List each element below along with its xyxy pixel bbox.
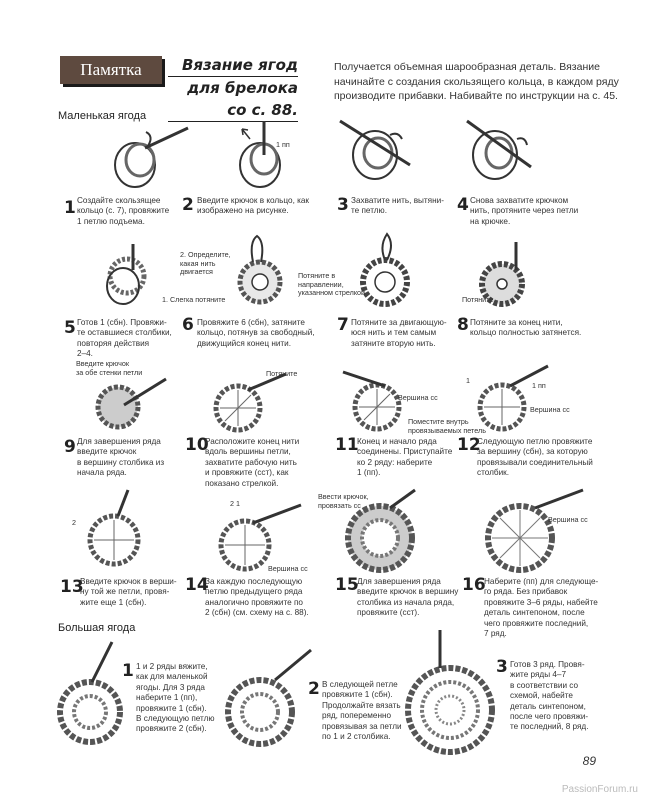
note-step12-a: 1 (466, 376, 470, 385)
step-13-text: Введите крючок в верши- ну той же петли, провя- жите еще 1 (сбн). (80, 577, 177, 607)
intro-text: Получается объемная шарообразная деталь. Вязание начинайте с создания скользящего кольца, в каждом ряду производите прибавки. Набивайте по инструкции на с. 45. (334, 61, 619, 102)
note-step6-define: 2. Определите, какая нить двигается (180, 250, 231, 277)
large-step-2-text: В следующей петле провяжите 1 (сбн). Продолжайте вязать ряд, попеременно провязывая за петли по 1 и 2 столбика. (322, 680, 402, 742)
step-12-text: Следующую петлю провяжите за вершину (сбн), за которую провязывали соединительный столбик. (477, 437, 593, 478)
section-large-berry: Большая ягода (58, 622, 136, 634)
step-6-number: 6 (182, 315, 194, 335)
step-4-text: Снова захватите крючком нить, протяните через петли на крючке. (470, 196, 579, 226)
step-8-number: 8 (457, 315, 469, 335)
step-9-text: Для завершения ряда введите крючок в вершину столбика из начала ряда. (77, 437, 165, 478)
step-13-illustration (72, 488, 162, 573)
title-line-2: для брелока со с. 88. (168, 77, 298, 122)
section-small-berry: Маленькая ягода (58, 110, 147, 122)
large-step-2-illustration (215, 640, 315, 750)
step-3-text: Захватите нить, вытяни- те петлю. (351, 196, 444, 216)
note-step13: 2 (72, 518, 76, 527)
step-13-number: 13 (60, 577, 84, 597)
step-12-number: 12 (457, 435, 481, 455)
step-3-number: 3 (337, 195, 349, 215)
note-step16: Вершина сс (548, 515, 588, 524)
step-10-text: Расположите конец нити вдоль вершины петли, захватите рабочую нить и провяжите (сст), как показано стрелкой. (205, 437, 300, 488)
step-15-number: 15 (335, 575, 359, 595)
step-4-number: 4 (457, 195, 469, 215)
step-5-number: 5 (64, 318, 76, 338)
step-14-illustration (205, 495, 305, 575)
title-line-1: Вязание ягод (168, 54, 298, 77)
step-9-illustration (88, 375, 168, 435)
large-step-3-illustration (400, 628, 500, 758)
step-2-text: Введите крючок в кольцо, как изображено на рисунке. (197, 196, 310, 216)
step-11-number: 11 (335, 435, 359, 455)
note-step10: Потяните (266, 369, 298, 378)
large-step-1-illustration (52, 640, 132, 750)
note-step15: Ввести крючок, провязать сс (318, 492, 369, 510)
page-number: 89 (582, 754, 596, 768)
note-step6-pull: 1. Слегка потяните (162, 295, 226, 304)
step-16-illustration (475, 488, 585, 578)
large-step-1-text: 1 и 2 ряды вяжите, как для маленькой ягоды. Для 3 ряда наберите 1 (пп), провяжите 1 (сбн). В следующую петлю провяжите 2 (сбн). (136, 662, 215, 734)
large-step-2-number: 2 (308, 679, 320, 699)
step-1-number: 1 (64, 198, 76, 218)
step-5-illustration (95, 240, 165, 310)
step-9-number: 9 (64, 437, 76, 457)
step-7-number: 7 (337, 315, 349, 335)
step-14-number: 14 (185, 575, 209, 595)
note-step9: Введите крючок за обе стенки петли (76, 359, 143, 377)
site-watermark: PassionForum.ru (561, 784, 638, 795)
step-2-number: 2 (182, 195, 194, 215)
large-step-3-text: Готов 3 ряд. Провя- жите ряды 4–7 в соответствии со схемой, набейте деталь синтепоном, после чего провяжи- те последний, 8 ряд. (510, 660, 589, 732)
note-step12-c: Вершина сс (530, 405, 570, 414)
step-12-illustration (470, 362, 550, 437)
note-step8: Потяните (462, 295, 494, 304)
note-step14-a: 2 1 (230, 499, 240, 508)
large-step-3-number: 3 (496, 657, 508, 677)
step-10-number: 10 (185, 435, 209, 455)
step-4-illustration (455, 115, 545, 195)
note-step12-b: 1 пп (532, 381, 546, 390)
step-2-illustration (220, 115, 310, 195)
step-14-text: За каждую последующую петлю предыдущего ряда аналогично провяжите по 2 (сбн) (см. схему на с. 88). (205, 577, 309, 618)
step-16-text: Наберите (пп) для следующе- го ряда. Без прибавок провяжите 3–6 ряды, набейте деталь синтепоном, после чего провяжите последний, 7 ряд. (484, 577, 599, 639)
large-step-1-number: 1 (122, 661, 134, 681)
note-1pp: 1 пп (276, 140, 290, 149)
note-step14-b: Вершина сс (268, 564, 308, 573)
step-15-text: Для завершения ряда введите крючок в вершину столбика из начала ряда, провяжите (сст). (357, 577, 459, 618)
step-8-text: Потяните за конец нити, кольцо полностью затянется. (470, 318, 582, 338)
step-1-illustration (100, 120, 190, 195)
note-step7: Потяните в направлении, указанном стрелкой (298, 271, 366, 298)
note-step11-bottom: Поместите внутрь провязываемых петель (408, 417, 486, 435)
step-3-illustration (330, 115, 430, 195)
step-11-text: Конец и начало ряда соединены. Приступайте ко 2 ряду: наберите 1 (пп). (357, 437, 453, 478)
step-6-text: Провяжите 6 (сбн), затяните кольцо, потянув за свободный, движущийся конец нити. (197, 318, 315, 348)
step-7-text: Потяните за двигающую- юся нить и тем самым затяните вторую нить. (351, 318, 447, 348)
step-5-text: Готов 1 (сбн). Провяжи- те оставшиеся столбики, повторяя действия 2–4. (77, 318, 172, 359)
step-16-number: 16 (462, 575, 486, 595)
step-1-text: Создайте скользящее кольцо (с. 7), провяжите 1 петлю подъема. (77, 196, 170, 226)
memo-badge: Памятка (60, 56, 162, 84)
note-step11-top: Вершина сс (398, 393, 438, 402)
page-title (168, 54, 298, 122)
